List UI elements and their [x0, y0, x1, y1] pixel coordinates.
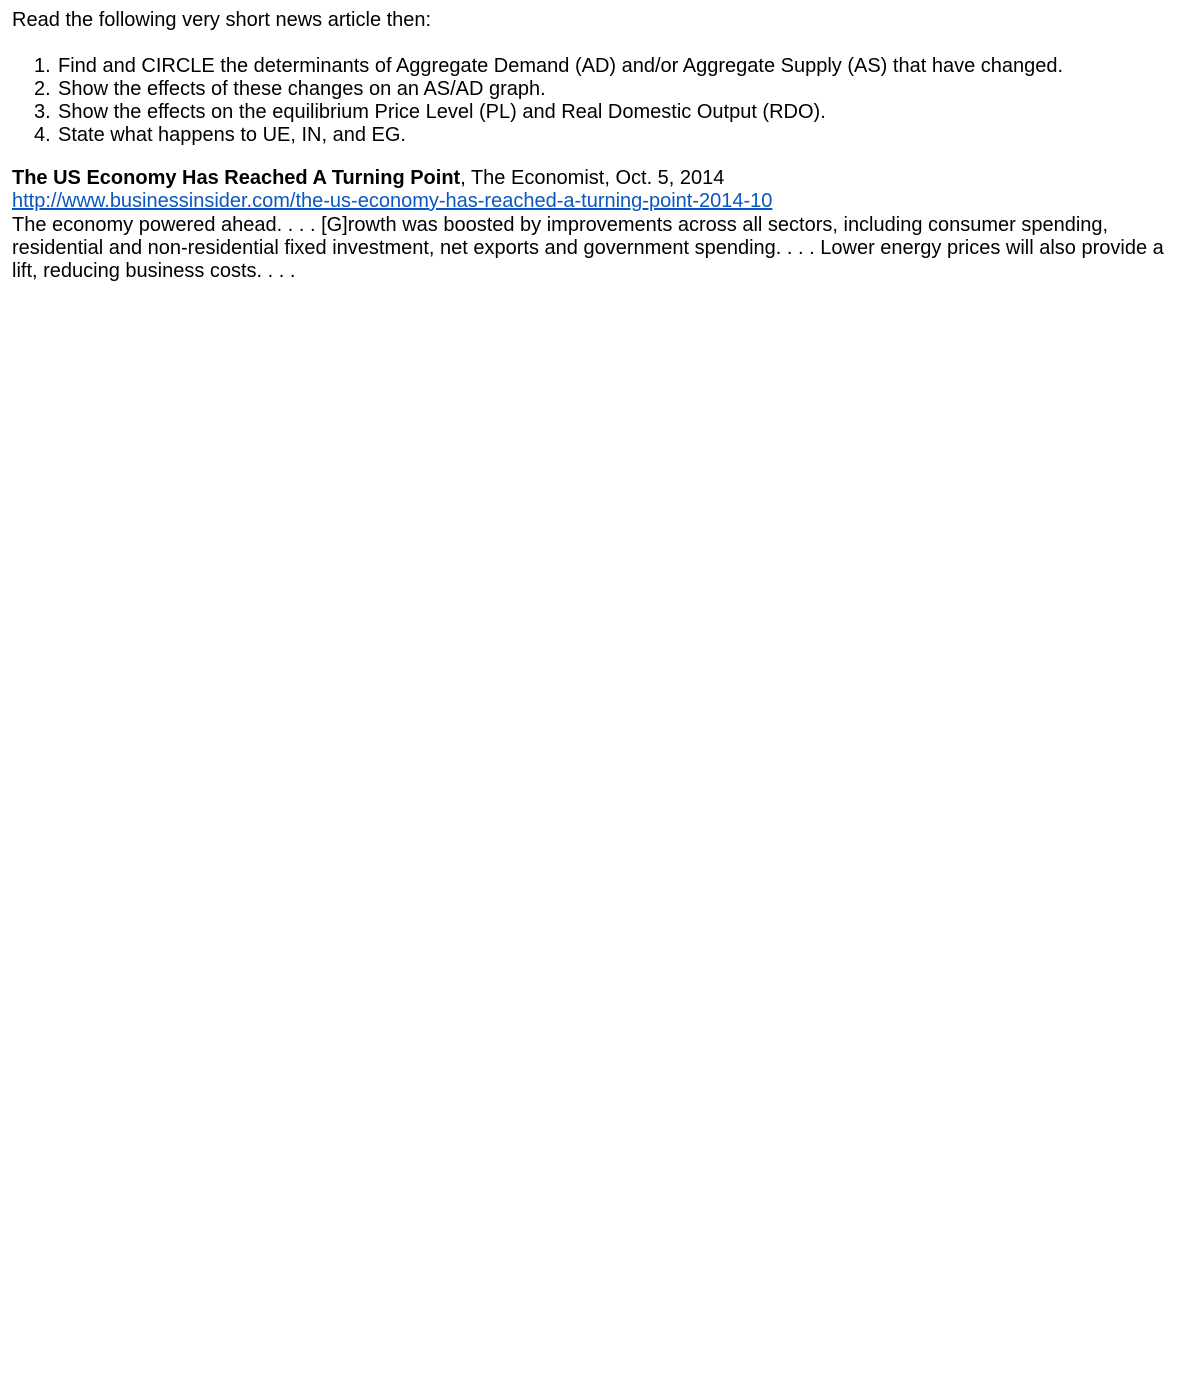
instruction-number: 4.	[34, 124, 51, 146]
instruction-number: 3.	[34, 101, 51, 123]
instruction-text: Show the effects of these changes on an AS/AD graph.	[58, 78, 546, 100]
instructions-list	[12, 55, 1192, 147]
document-page	[12, 9, 1192, 283]
instruction-text: Show the effects on the equilibrium Price Level (PL) and Real Domestic Output (RDO).	[58, 101, 826, 123]
article-source: , The Economist, Oct. 5, 2014	[460, 167, 725, 189]
instruction-number: 1.	[34, 55, 51, 77]
instruction-item	[12, 55, 1192, 78]
instruction-item	[12, 101, 1192, 124]
article-excerpt: The economy powered ahead. . . . [G]rowth was boosted by improvements across all sectors, including consumer spending, residential and non-residential fixed investment, net exports and government spending. . . . Lower energy prices will also provide a lift, reducing business costs. . . .	[12, 214, 1164, 282]
instruction-text: State what happens to UE, IN, and EG.	[58, 124, 406, 146]
instruction-item	[12, 124, 1192, 147]
article-headline: The US Economy Has Reached A Turning Point	[12, 167, 461, 189]
instruction-text: Find and CIRCLE the determinants of Aggregate Demand (AD) and/or Aggregate Supply (AS) that have changed.	[58, 55, 1064, 77]
article-citation	[12, 167, 1192, 190]
intro-text: Read the following very short news article then:	[12, 9, 432, 31]
instruction-number: 2.	[34, 78, 51, 100]
article	[12, 167, 1192, 283]
article-link[interactable]: http://www.businessinsider.com/the-us-economy-has-reached-a-turning-point-2014-10	[12, 190, 773, 212]
instruction-item	[12, 78, 1192, 101]
